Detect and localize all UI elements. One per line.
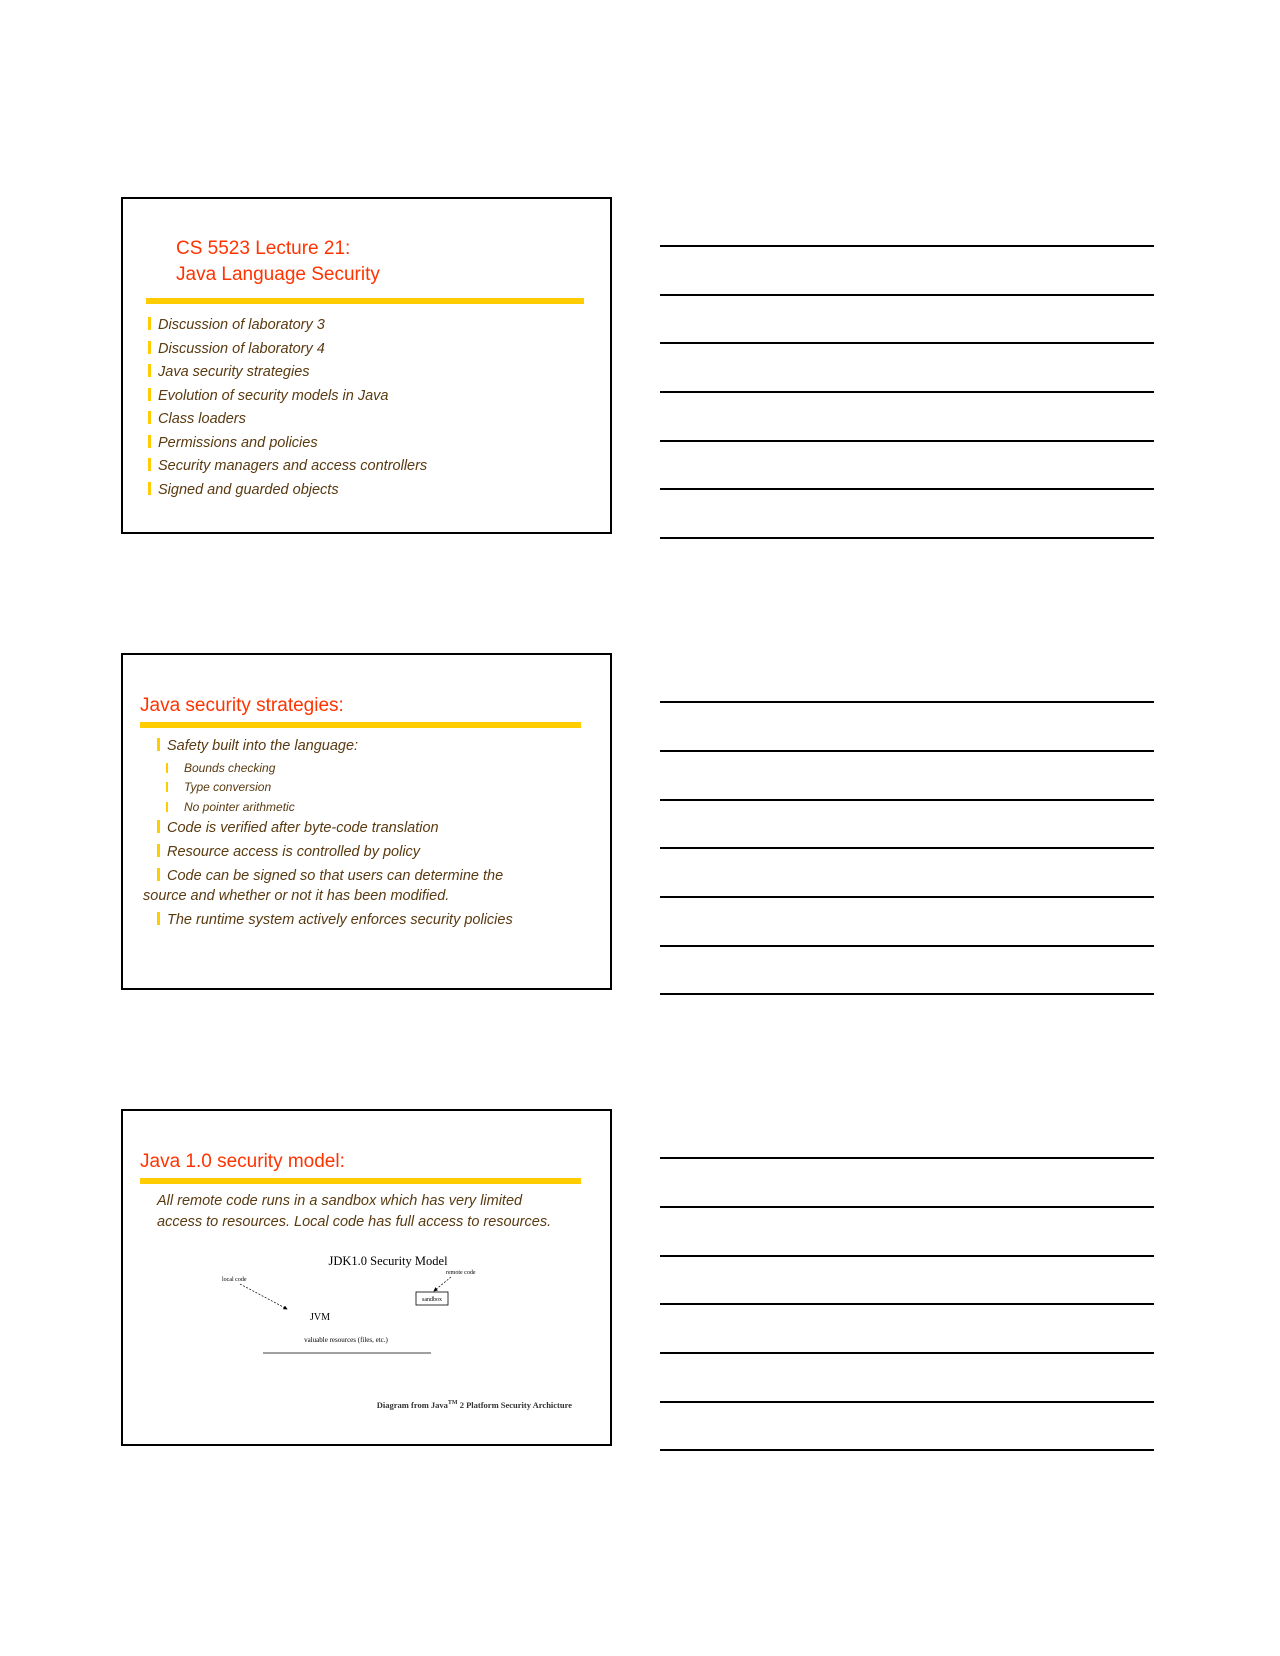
bullet-item: Discussion of laboratory 3	[148, 314, 427, 338]
sub-bullet-item: Bounds checking	[123, 759, 513, 779]
note-line	[660, 1157, 1154, 1159]
diagram-heading: JDK1.0 Security Model	[328, 1254, 448, 1268]
local-code-arrow	[240, 1284, 287, 1309]
note-line	[660, 294, 1154, 296]
bullet-marker-icon	[157, 868, 160, 881]
bullet-item: Evolution of security models in Java	[148, 385, 427, 409]
sub-bullet-item: No pointer arithmetic	[123, 798, 513, 818]
note-line	[660, 440, 1154, 442]
sub-bullet-item: Type conversion	[123, 778, 513, 798]
slide-1	[121, 197, 612, 534]
note-line	[660, 1449, 1154, 1451]
bullet-item: Discussion of laboratory 4	[148, 338, 427, 362]
note-line	[660, 391, 1154, 393]
bullet-marker-icon	[157, 820, 160, 833]
slide-3-title: Java 1.0 security model:	[140, 1151, 345, 1172]
bullet-item: Resource access is controlled by policy	[123, 841, 513, 865]
slide-3	[121, 1109, 612, 1446]
bullet-marker-icon	[148, 341, 151, 354]
note-line	[660, 1206, 1154, 1208]
diagram-local-code: local code	[222, 1277, 247, 1283]
bullet-marker-icon	[157, 738, 160, 751]
note-line	[660, 847, 1154, 849]
bullet-marker-icon	[157, 912, 160, 925]
bullet-item: Class loaders	[148, 408, 427, 432]
bullet-item: Java security strategies	[148, 361, 427, 385]
note-line	[660, 1401, 1154, 1403]
diagram-jvm: JVM	[309, 1312, 331, 1323]
bullet-marker-icon	[148, 317, 151, 330]
note-line	[660, 896, 1154, 898]
title-line-2: Java Language Security	[176, 264, 380, 285]
jdk-security-model-diagram	[208, 1254, 488, 1364]
note-line	[660, 1255, 1154, 1257]
slide-3-paragraph: All remote code runs in a sandbox which has very limited access to resources. Local code has full access to resources.	[157, 1193, 552, 1230]
diagram-sandbox: sandbox	[422, 1297, 442, 1303]
bullet-item: Security managers and access controllers	[148, 455, 427, 479]
slide-2-title: Java security strategies:	[140, 695, 344, 716]
slide-1-title	[176, 236, 380, 288]
title-rule	[140, 722, 581, 728]
bullet-item: Code can be signed so that users can determine the source and whether or not it has been modified.	[143, 868, 504, 904]
bullet-marker-icon	[148, 435, 151, 448]
note-line	[660, 342, 1154, 344]
title-line-1: CS 5523 Lecture 21:	[176, 238, 351, 259]
note-line	[660, 537, 1154, 539]
bullet-item: The runtime system actively enforces security policies	[123, 909, 513, 933]
note-line	[660, 993, 1154, 995]
sub-bullet-marker-icon	[166, 763, 168, 773]
bullet-marker-icon	[148, 364, 151, 377]
note-line	[660, 945, 1154, 947]
title-rule	[146, 298, 584, 304]
note-line	[660, 799, 1154, 801]
note-line	[660, 701, 1154, 703]
bullet-marker-icon	[148, 388, 151, 401]
bullet-marker-icon	[148, 458, 151, 471]
sub-bullet-marker-icon	[166, 782, 168, 792]
diagram-resources: valuable resources (files, etc.)	[304, 1336, 388, 1344]
bullet-item: Safety built into the language:	[123, 735, 513, 759]
bullet-item: Signed and guarded objects	[148, 479, 427, 503]
bullet-marker-icon	[148, 482, 151, 495]
sub-bullet-marker-icon	[166, 802, 168, 812]
slide-2	[121, 653, 612, 990]
note-line	[660, 1352, 1154, 1354]
note-line	[660, 1303, 1154, 1305]
note-line	[660, 488, 1154, 490]
bullet-item: Permissions and policies	[148, 432, 427, 456]
diagram-remote-code: remote code	[446, 1270, 476, 1276]
note-line	[660, 245, 1154, 247]
bullet-marker-icon	[148, 411, 151, 424]
note-line	[660, 750, 1154, 752]
bullet-marker-icon	[157, 844, 160, 857]
title-rule	[140, 1178, 581, 1184]
bullet-item: Code is verified after byte-code translation	[123, 817, 513, 841]
remote-code-arrow	[434, 1277, 451, 1291]
slide-2-bullets	[123, 735, 513, 933]
slide-1-bullets	[148, 314, 427, 502]
diagram-credit: Diagram from Java™ 2 Platform Security Archicture	[376, 1400, 572, 1410]
